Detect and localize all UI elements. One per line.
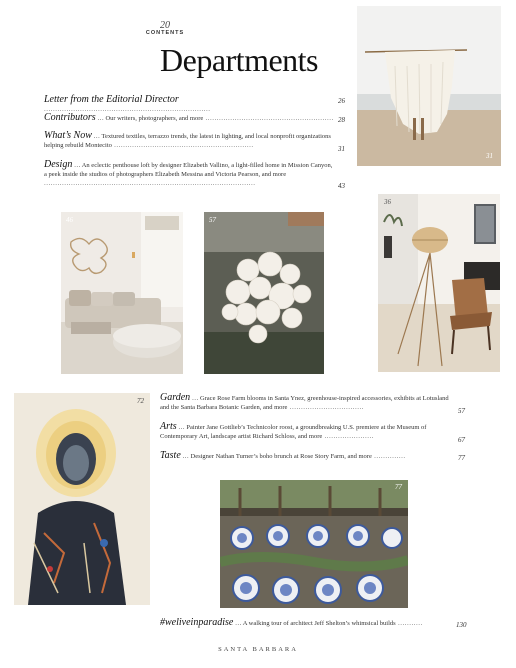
toc-entry-page: 28 <box>338 116 345 124</box>
photo-page-tag: 57 <box>209 216 216 224</box>
dot-leader: .......................................................................... <box>44 105 211 113</box>
toc-entry-contributors[interactable] <box>44 113 334 123</box>
dot-leader: ................................. <box>287 403 364 411</box>
toc-entry-garden[interactable] <box>160 393 450 412</box>
dot-leader: ......................................................... <box>203 114 334 122</box>
page-title: Departments <box>160 42 318 78</box>
toc-entry-heading: Taste <box>160 450 181 461</box>
toc-entry-page: 57 <box>458 407 465 415</box>
portrait-painting-image <box>14 393 150 605</box>
toc-entry-page: 67 <box>458 436 465 444</box>
toc-entry-heading: Garden <box>160 392 191 403</box>
photo-lamp-chair <box>378 194 500 372</box>
toc-entry-heading: What’s Now <box>44 130 92 141</box>
toc-entry-heading: Contributors <box>44 112 96 123</box>
dot-leader: .............................................................. <box>111 141 254 149</box>
toc-entry-page: 31 <box>338 145 345 153</box>
dot-leader: .............. <box>371 452 406 460</box>
toc-entry-description: … Our writers, photographers, and more <box>95 115 204 122</box>
photo-table-setting <box>220 480 408 608</box>
section-label: CONTENTS <box>145 30 185 36</box>
toc-entry-page: 77 <box>458 454 465 462</box>
photo-portrait-painting <box>14 393 150 605</box>
photo-beach-weaving <box>357 6 501 166</box>
photo-page-tag: 31 <box>486 152 493 160</box>
toc-entry-description: … A walking tour of architect Jeff Shelton’s whimsical builds <box>233 620 396 627</box>
beach-weaving-image <box>357 6 501 166</box>
toc-entry-taste[interactable] <box>160 451 450 461</box>
toc-entry-page: 26 <box>338 97 345 105</box>
toc-entry-whats-now[interactable] <box>44 131 334 150</box>
toc-entry-page: 130 <box>456 621 467 629</box>
toc-entry-design[interactable] <box>44 160 334 188</box>
toc-entry-description: … Grace Rose Farm blooms in Santa Ynez, greenhouse-inspired accessories, exhibits at Lotusland and the Santa Barbara Botanic Garden, and more <box>160 395 449 411</box>
dot-leader: .............................................................................................. <box>44 179 256 187</box>
toc-entry-heading: Letter from the Editorial Director <box>44 94 179 105</box>
dot-leader: ...................... <box>322 432 375 440</box>
photo-living-room <box>61 212 183 374</box>
table-setting-image <box>220 480 408 608</box>
toc-entry-weliveinparadise[interactable] <box>160 618 450 628</box>
photo-roses <box>204 212 324 374</box>
dot-leader: ........... <box>395 619 423 627</box>
magazine-footer: SANTA BARBARA <box>218 646 298 653</box>
photo-page-tag: 77 <box>395 483 402 491</box>
toc-entry-description: … Designer Nathan Turner’s boho brunch at Rose Story Farm, and more <box>180 453 372 460</box>
page-number: 20 <box>160 20 170 31</box>
roses-image <box>204 212 324 374</box>
toc-entry-page: 43 <box>338 182 345 190</box>
lamp-chair-image <box>378 194 500 372</box>
toc-entry-heading: Design <box>44 159 73 170</box>
toc-entry-heading: #weliveinparadise <box>160 617 234 628</box>
living-room-image <box>61 212 183 374</box>
toc-entry-heading: Arts <box>160 421 177 432</box>
toc-entry-description: … Textured textiles, terrazzo trends, the latest in lighting, and local nonprofit organizations helping rebuild Montecito <box>44 133 331 149</box>
photo-page-tag: 72 <box>137 397 144 405</box>
photo-page-tag: 46 <box>66 216 73 224</box>
toc-entry-description: … Painter Jane Gottlieb’s Technicolor roost, a groundbreaking U.S. premiere at the Museum of Contemporary Art, landscape artist Richard Schloss, and more <box>160 424 427 440</box>
photo-page-tag: 36 <box>384 198 391 206</box>
toc-entry-arts[interactable] <box>160 422 450 441</box>
toc-entry-description: … An eclectic penthouse loft by designer Elizabeth Vallino, a light-filled home in Mission Canyon, a peek inside the studios of photographers Elizabeth Messina and Victoria Pearson, and more <box>44 162 333 178</box>
